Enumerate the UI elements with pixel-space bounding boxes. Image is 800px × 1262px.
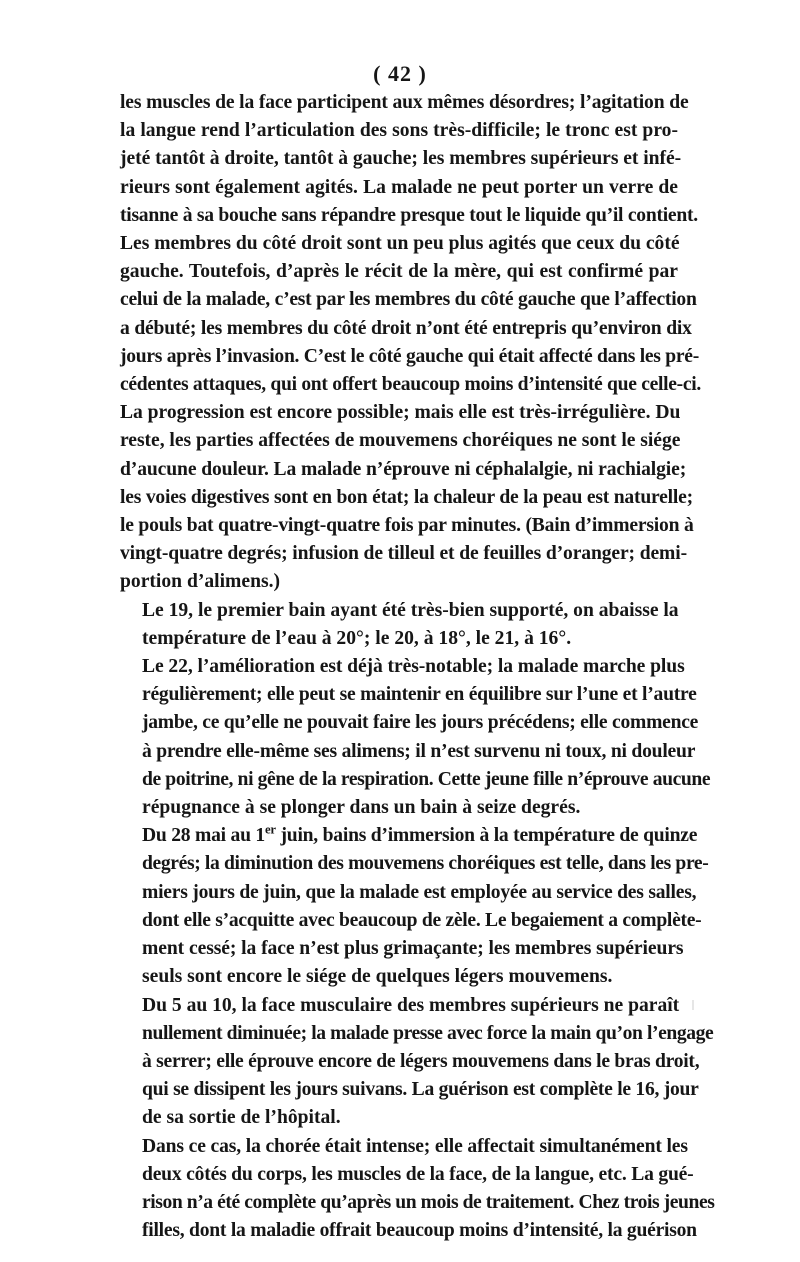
text-line: les muscles de la face participent aux mêmes désordres; l’agitation de bbox=[120, 92, 689, 113]
text-line: Du 5 au 10, la face musculaire des membres supérieurs ne paraît bbox=[142, 994, 680, 1016]
text-line: de poitrine, ni gêne de la respiration. Cette jeune fille n’éprouve aucune bbox=[142, 768, 711, 790]
superscript: er bbox=[264, 822, 276, 837]
text-line: nullement diminuée; la malade presse avec force la main qu’on l’engage bbox=[142, 1022, 714, 1044]
text-line: gauche. Toutefois, d’après le récit de la mère, qui est confirmé par bbox=[120, 261, 678, 283]
text-line: vingt-quatre degrés; infusion de tilleul et de feuilles d’oranger; demi- bbox=[120, 543, 687, 565]
body-text bbox=[120, 89, 715, 1245]
text-line: miers jours de juin, que la malade est employée au service des salles, bbox=[142, 881, 697, 903]
text-line: jours après l’invasion. C’est le côté gauche qui était affecté dans les pré- bbox=[120, 345, 699, 367]
paragraph-6 bbox=[120, 1133, 715, 1246]
text-line: qui se dissipent les jours suivans. La guérison est complète le 16, jour bbox=[142, 1079, 699, 1101]
text-line: jambe, ce qu’elle ne pouvait faire les jours précédens; elle commence bbox=[142, 712, 699, 734]
text-line: répugnance à se plonger dans un bain à seize degrés. bbox=[142, 797, 581, 819]
text-line: Le 19, le premier bain ayant été très-bien supporté, on abaisse la bbox=[142, 599, 679, 621]
paragraph-4 bbox=[120, 822, 709, 991]
text-line: à prendre elle-même ses alimens; il n’est survenu ni toux, ni douleur bbox=[142, 740, 696, 762]
text-line: La progression est encore possible; mais elle est très-irrégulière. Du bbox=[120, 402, 681, 424]
text-line: à serrer; elle éprouve encore de légers mouvemens dans le bras droit, bbox=[142, 1050, 700, 1072]
text-line: degrés; la diminution des mouvemens choréiques est telle, dans les pre- bbox=[142, 853, 709, 875]
page-number: ( 42 ) bbox=[373, 61, 427, 86]
text-line: température de l’eau à 20°; le 20, à 18°, le 21, à 16°. bbox=[142, 627, 572, 649]
text-line: reste, les parties affectées de mouvemens choréiques ne sont le siége bbox=[120, 430, 681, 452]
text-line: a débuté; les membres du côté droit n’ont été entrepris qu’environ dix bbox=[120, 317, 692, 339]
text-line: dont elle s’acquitte avec beaucoup de zèle. Le begaiement a complète- bbox=[142, 909, 702, 931]
text-line: cédentes attaques, qui ont offert beaucoup moins d’intensité que celle-ci. bbox=[120, 374, 702, 396]
text-line: le pouls bat quatre-vingt-quatre fois par minutes. (Bain d’immersion à bbox=[120, 515, 694, 537]
paragraph-5 bbox=[120, 992, 714, 1133]
text-line: de sa sortie de l’hôpital. bbox=[142, 1107, 341, 1129]
text-line: d’aucune douleur. La malade n’éprouve ni céphalalgie, ni rachialgie; bbox=[120, 458, 687, 480]
text-line: filles, dont la maladie offrait beaucoup moins d’intensité, la guérison bbox=[142, 1220, 697, 1242]
paragraph-3 bbox=[120, 653, 711, 822]
text-line: portion d’alimens.) bbox=[120, 571, 281, 593]
text-line: Dans ce cas, la chorée était intense; elle affectait simultanément les bbox=[142, 1135, 688, 1157]
text-line: celui de la malade, c’est par les membres du côté gauche que l’affection bbox=[120, 289, 697, 311]
text-line: tisanne à sa bouche sans répandre presque tout le liquide qu’il contient. bbox=[120, 204, 698, 226]
text-line: les voies digestives sont en bon état; la chaleur de la peau est naturelle; bbox=[120, 486, 693, 508]
text-line: rieurs sont également agités. La malade ne peut porter un verre de bbox=[120, 176, 678, 198]
text-line: Le 22, l’amélioration est déjà très-notable; la malade marche plus bbox=[142, 656, 685, 678]
text-line: ment cessé; la face n’est plus grimaçante; les membres supérieurs bbox=[142, 938, 684, 960]
paragraph-2 bbox=[120, 597, 678, 653]
paragraph-1 bbox=[120, 89, 702, 597]
text-line: Les membres du côté droit sont un peu plus agités que ceux du côté bbox=[120, 233, 680, 255]
text-line: deux côtés du corps, les muscles de la face, de la langue, etc. La gué- bbox=[142, 1163, 694, 1185]
text-line: jeté tantôt à droite, tantôt à gauche; les membres supérieurs et infé- bbox=[120, 148, 682, 170]
text-line: rison n’a été complète qu’après un mois de traitement. Chez trois jeunes bbox=[142, 1191, 715, 1213]
text-line: la langue rend l’articulation des sons très-difficile; le tronc est pro- bbox=[120, 120, 678, 142]
paper-speck bbox=[692, 1000, 694, 1010]
text-line: régulièrement; elle peut se maintenir en équilibre sur l’une et l’autre bbox=[142, 684, 697, 706]
text-line: Du 28 mai au 1er juin, bains d’immersion à la température de quinze bbox=[142, 822, 698, 847]
text-line: seuls sont encore le siége de quelques légers mouvemens. bbox=[142, 966, 613, 988]
